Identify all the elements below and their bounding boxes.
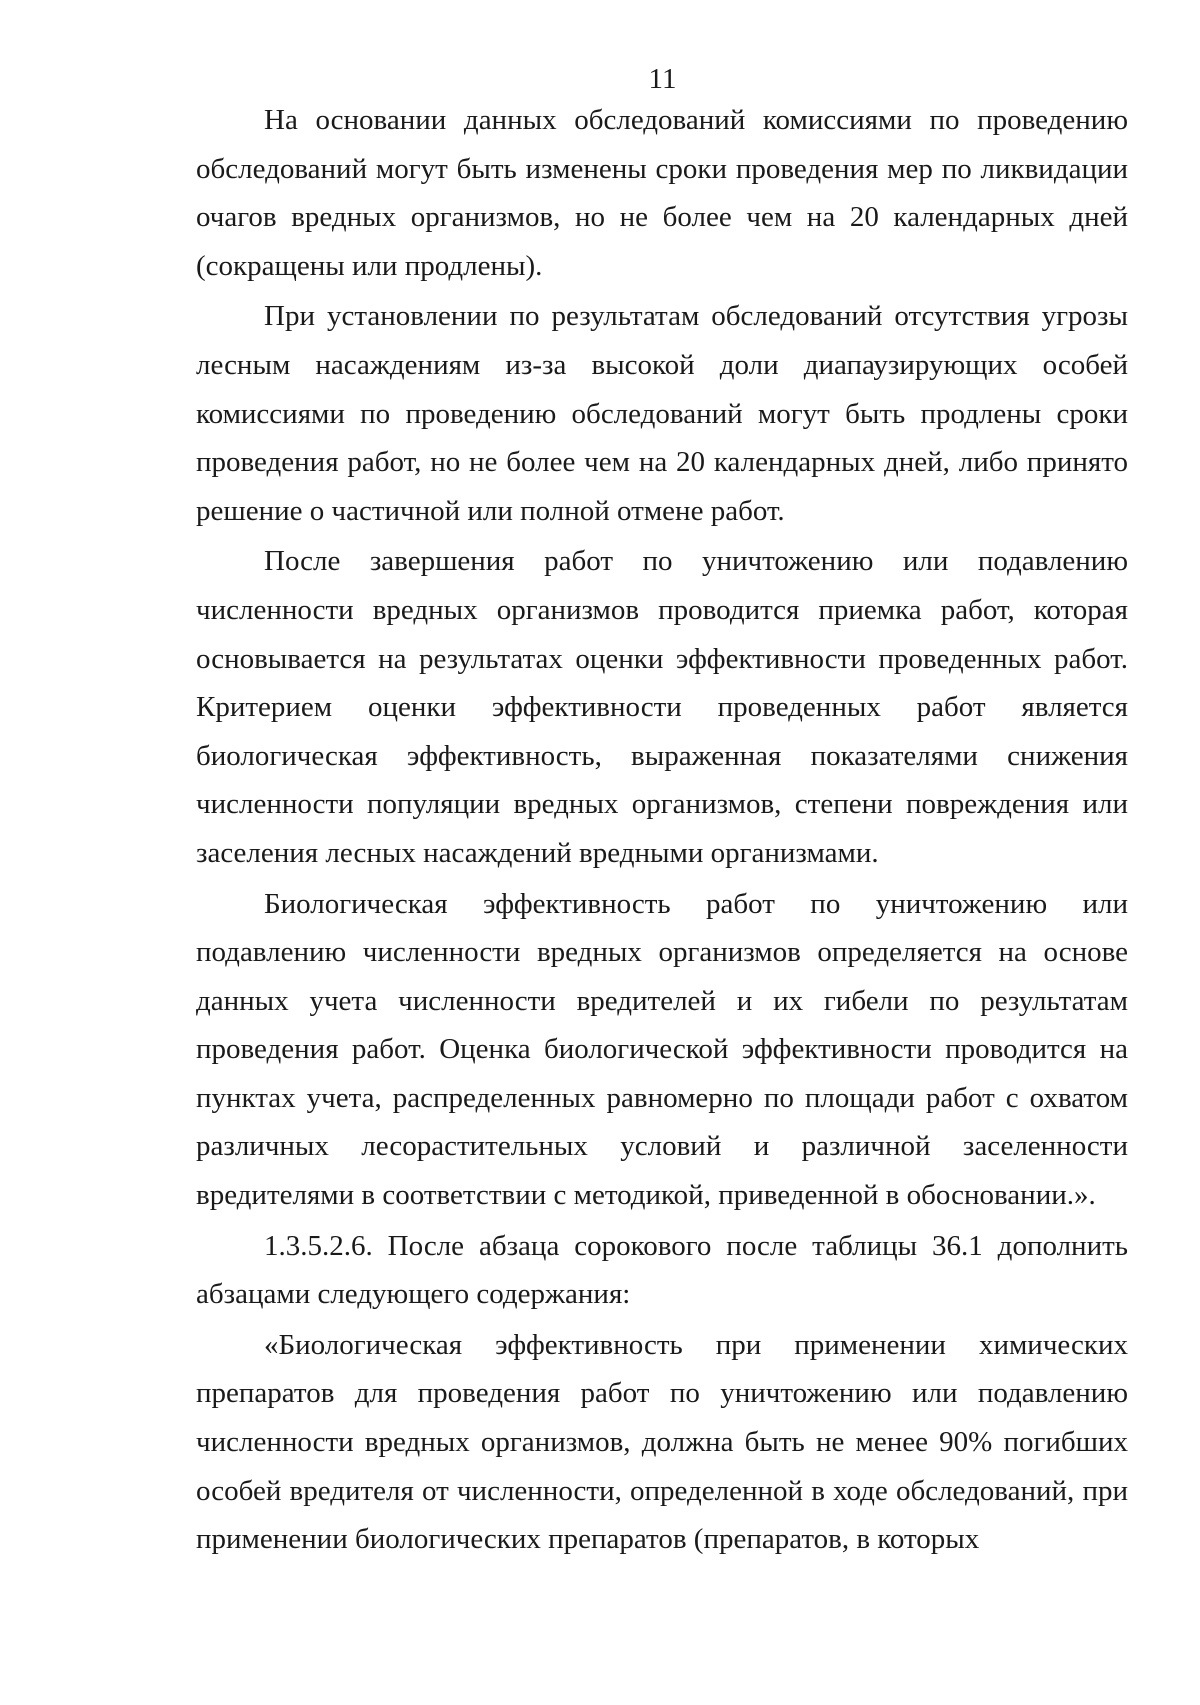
paragraph-no-threat: При установлении по результатам обследований отсутствия угрозы лесным насаждениям из-за высокой доли диапаузирующих особей комиссиями по проведению обследований могут быть продлены сроки проведения работ, но не более чем на 20 календарных дней, либо принято решение о частичной или полной отмене работ. [196,300,1128,527]
paragraph-acceptance: После завершения работ по уничтожению или подавлению численности вредных организмов проводится приемка работ, которая основывается на результатах оценки эффективности проведенных работ. Критерием оценки эффективности проведенных работ является биологическая эффективность, выраженная показателями снижения численности популяции вредных организмов, степени повреждения или заселения лесных насаждений вредными организмами. [196,545,1128,869]
page-number: 11 [648,63,677,95]
paragraph-amendment: 1.3.5.2.6. После абзаца сорокового после таблицы 36.1 дополнить абзацами следующего содержания: [196,1229,1128,1311]
paragraph-bio-efficiency: Биологическая эффективность работ по уничтожению или подавлению численности вредных организмов определяется на основе данных учета численности вредителей и их гибели по результатам проведения работ. Оценка биологической эффективности проводится на пунктах учета, распределенных равномерно по площади работ с охватом различных лесорастительных условий и различной заселенности вредителями в соответствии с методикой, приведенной в обосновании.». [196,887,1128,1212]
paragraph-schedule-change: На основании данных обследований комиссиями по проведению обследований могут быть изменены сроки проведения мер по ликвидации очагов вредных организмов, но не более чем на 20 календарных дней (сокращены или продлены). [196,104,1128,282]
document-body [196,96,1128,1566]
paragraph-chemical-threshold: «Биологическая эффективность при применении химических препаратов для проведения работ по уничтожению или подавлению численности вредных организмов, должна быть не менее 90% погибших особей вредителя от численности, определенной в ходе обследований, при применении биологических препаратов (препаратов, в которых [196,1328,1128,1556]
